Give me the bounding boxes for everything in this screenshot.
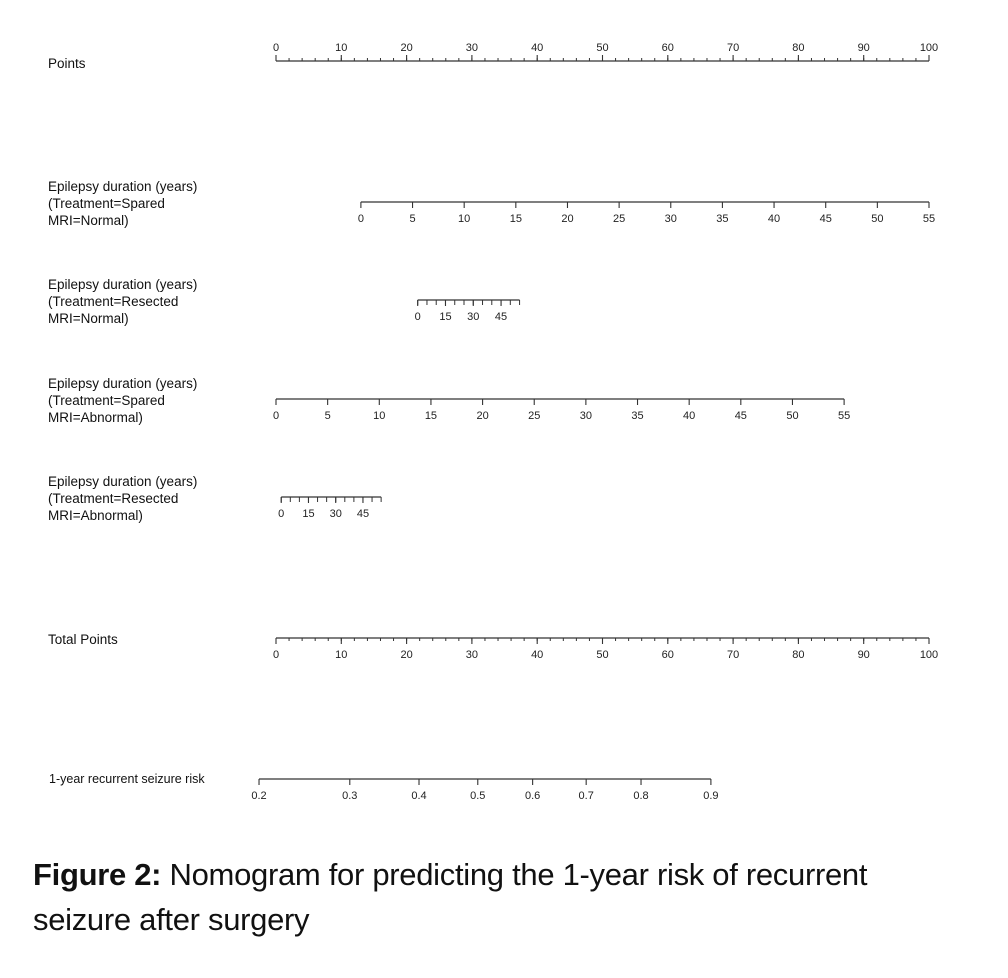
dur-resected-abnormal-row-label-line: Epilepsy duration (years) (48, 474, 198, 489)
dur-spared-abnormal-tick-label: 5 (324, 410, 331, 422)
dur-spared-abnormal-tick-label: 30 (579, 410, 593, 422)
dur-spared-abnormal-tick-label: 0 (272, 410, 280, 422)
dur-spared-normal-tick-label: 35 (716, 213, 729, 225)
dur-spared-normal-tick-label: 45 (819, 213, 832, 225)
total-points-tick-label: 60 (661, 649, 674, 661)
total-points-tick-label: 50 (596, 649, 609, 661)
total-points-tick-label: 40 (531, 649, 544, 661)
total-points-tick-label: 100 (919, 649, 939, 661)
dur-spared-normal-row-label-line: MRI=Normal) (48, 213, 129, 228)
total-points-tick-label: 80 (792, 649, 805, 661)
dur-resected-abnormal-tick-label: 15 (302, 508, 315, 520)
total-points-tick-label: 10 (335, 649, 348, 661)
dur-spared-abnormal-tick-label: 20 (476, 410, 489, 422)
total-points-tick-label: 0 (272, 649, 280, 661)
caption-text: Nomogram for predicting the 1-year risk of recurrent seizure after surgery (33, 857, 868, 937)
points-tick-label: 0 (272, 42, 280, 54)
risk-tick-label: 0.6 (524, 790, 541, 802)
dur-spared-abnormal-row-label-line: (Treatment=Spared (48, 393, 165, 408)
points-tick-label: 60 (661, 42, 674, 54)
dur-resected-normal-tick-label: 15 (439, 311, 452, 323)
dur-resected-normal-tick-label: 0 (414, 311, 421, 323)
total-points-tick-label: 70 (726, 649, 740, 661)
dur-spared-abnormal-row-label-line: Epilepsy duration (years) (48, 376, 198, 391)
dur-resected-abnormal-tick-label: 0 (278, 508, 285, 520)
dur-spared-abnormal-tick-label: 15 (424, 410, 438, 422)
points-tick-label: 50 (596, 42, 609, 54)
risk-tick-label: 0.3 (342, 790, 358, 802)
dur-spared-normal-tick-label: 10 (458, 213, 471, 225)
dur-resected-abnormal-row-label-line: (Treatment=Resected (48, 491, 179, 506)
dur-spared-normal-tick-label: 50 (871, 213, 884, 225)
dur-spared-abnormal-tick-label: 10 (373, 410, 386, 422)
risk-tick-label: 0.8 (633, 790, 649, 802)
dur-spared-abnormal-row-label-line: MRI=Abnormal) (48, 410, 143, 425)
dur-spared-abnormal-tick-label: 35 (631, 410, 644, 422)
points-tick-label: 20 (400, 42, 413, 54)
points-tick-label: 90 (857, 42, 870, 54)
risk-tick-label: 0.2 (251, 790, 267, 802)
dur-resected-abnormal-tick-label: 30 (329, 508, 342, 520)
points-row-label-line: Points (48, 56, 86, 71)
dur-resected-normal-tick-label: 45 (494, 311, 508, 323)
dur-spared-normal-tick-label: 40 (767, 213, 781, 225)
dur-spared-abnormal-tick-label: 45 (734, 410, 747, 422)
risk-row-label-line: 1-year recurrent seizure risk (49, 772, 205, 786)
points-tick-label: 80 (792, 42, 805, 54)
risk-tick-label: 0.4 (411, 790, 427, 802)
risk-tick-label: 0.5 (470, 790, 486, 802)
dur-spared-normal-tick-label: 30 (664, 213, 677, 225)
points-tick-label: 40 (531, 42, 544, 54)
points-tick-label: 10 (335, 42, 348, 54)
points-tick-label: 30 (465, 42, 479, 54)
total-points-row-label-line: Total Points (48, 632, 118, 647)
dur-spared-abnormal-tick-label: 50 (786, 410, 799, 422)
dur-spared-normal-tick-label: 15 (509, 213, 522, 225)
dur-spared-normal-tick-label: 0 (357, 213, 364, 225)
dur-spared-normal-tick-label: 20 (561, 213, 574, 225)
dur-spared-abnormal-tick-label: 40 (683, 410, 696, 422)
dur-spared-normal-row-label-line: (Treatment=Spared (48, 196, 165, 211)
risk-tick-label: 0.9 (703, 790, 719, 802)
risk-tick-label: 0.7 (578, 790, 594, 802)
dur-resected-normal-row-label-line: Epilepsy duration (years) (48, 277, 198, 292)
points-tick-label: 70 (726, 42, 740, 54)
points-tick-label: 100 (919, 42, 939, 54)
dur-spared-normal-row-label-line: Epilepsy duration (years) (48, 179, 198, 194)
dur-spared-abnormal-tick-label: 25 (528, 410, 541, 422)
total-points-tick-label: 30 (465, 649, 479, 661)
figure-caption (33, 852, 973, 942)
dur-spared-normal-tick-label: 25 (612, 213, 626, 225)
dur-resected-normal-row-label-line: (Treatment=Resected (48, 294, 179, 309)
dur-resected-abnormal-row-label-line: MRI=Abnormal) (48, 508, 143, 523)
caption-prefix: Figure 2: (33, 857, 162, 892)
dur-spared-normal-tick-label: 55 (922, 213, 936, 225)
dur-spared-normal-tick-label: 5 (409, 213, 416, 225)
total-points-tick-label: 90 (857, 649, 870, 661)
dur-resected-normal-tick-label: 30 (467, 311, 480, 323)
dur-spared-abnormal-tick-label: 55 (837, 410, 851, 422)
total-points-tick-label: 20 (400, 649, 413, 661)
dur-resected-normal-row-label-line: MRI=Normal) (48, 311, 129, 326)
dur-resected-abnormal-tick-label: 45 (356, 508, 370, 520)
